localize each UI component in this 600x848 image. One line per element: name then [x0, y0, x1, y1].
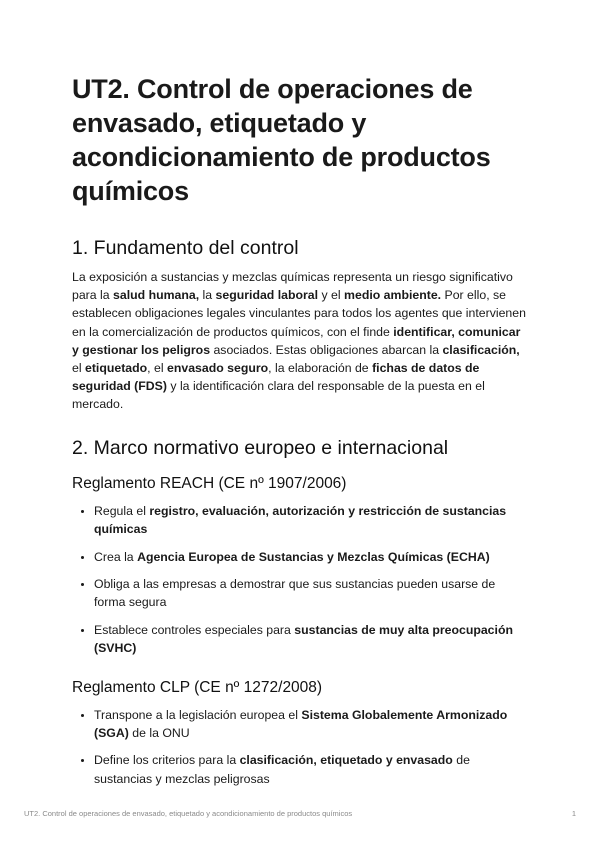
page-footer [24, 809, 576, 818]
document-title: UT2. Control de operaciones de envasado, etiquetado y acondicionamiento de productos químicos [72, 74, 491, 206]
list-item: • Define los criterios para la clasificación, etiquetado y envasado de sustancias y mezclas peligrosas [94, 751, 528, 787]
list-item: • Transpone a la legislación europea el Sistema Globalemente Armonizado (SGA) de la ONU [94, 706, 528, 742]
page-number: 1 [571, 809, 576, 818]
section-heading-fundamento: 1. Fundamento del control [72, 237, 299, 259]
section-heading-marco-normativo: 2. Marco normativo europeo e internacional [72, 436, 449, 459]
subheading-reach: Reglamento REACH (CE nº 1907/2006) [72, 474, 347, 492]
list-item: • Regula el registro, evaluación, autorización y restricción de sustancias químicas [94, 502, 528, 538]
reach-list [72, 502, 528, 658]
page-content [72, 72, 528, 797]
footer-text: UT2. Control de operaciones de envasado, etiquetado y acondicionamiento de productos químicos [24, 809, 353, 818]
list-item: • Establece controles especiales para sustancias de muy alta preocupación (SVHC) [94, 621, 528, 657]
list-item: • Obliga a las empresas a demostrar que sus sustancias pueden usarse de forma segura [94, 575, 528, 611]
subheading-clp: Reglamento CLP (CE nº 1272/2008) [72, 678, 323, 696]
clp-list [72, 706, 528, 788]
list-item: • Crea la Agencia Europea de Sustancias y Mezclas Químicas (ECHA) [94, 548, 528, 566]
fundamento-paragraph: La exposición a sustancias y mezclas químicas representa un riesgo significativo para la salud humana, la seguridad laboral y el medio ambiente. Por ello, se establecen obligaciones legales vinculantes para todos los agentes que intervienen en la comercialización de productos químicos, con el finde identificar, comunicar y gestionar los peligros asociados. Estas obligaciones abarcan la clasificación, el etiquetado, el envasado seguro, la elaboración de fichas de datos de seguridad (FDS) y la identificación clara del responsable de la puesta en el mercado. [72, 270, 526, 412]
